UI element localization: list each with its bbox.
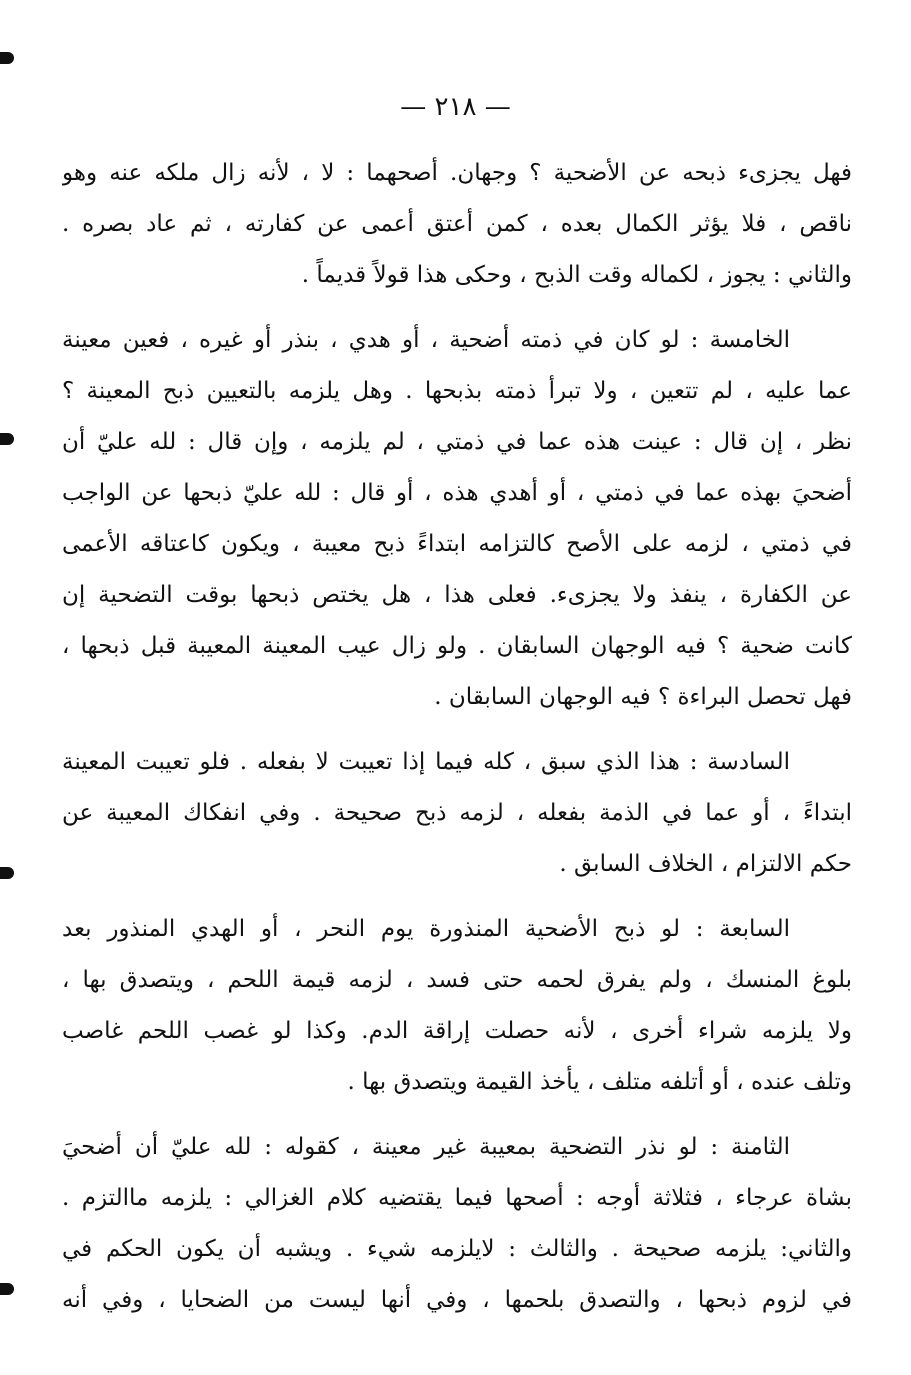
scan-edge-mark (0, 52, 14, 64)
text-line: ولا يلزمه شراء أخرى ، لأنه حصلت إراقة الدم. وكذا لو غصب اللحم غاصب (62, 1018, 852, 1044)
text-line: والثاني: يلزمه صحيحة . والثالث : لايلزمه شيء . ويشبه أن يكون الحكم في (62, 1236, 852, 1262)
scan-edge-mark (0, 433, 14, 445)
paragraph (62, 148, 852, 301)
text-line: الثامنة : لو نذر التضحية بمعيبة غير معينة ، كقوله : لله عليّ أن أضحيَ (62, 1134, 790, 1160)
text-line: عن الكفارة ، ينفذ ولا يجزىء. فعلى هذا ، هل يختص ذبحها بوقت التضحية إن (62, 582, 852, 608)
text-line: عما عليه ، لم تتعين ، ولا تبرأ ذمته بذبحها . وهل يلزمه بالتعيين ذبح المعينة ؟ (62, 378, 852, 404)
text-line: أضحيَ بهذه عما في ذمتي ، أو أهدي هذه ، أو قال : لله عليّ ذبحها عن الواجب (62, 480, 852, 506)
text-line: وتلف عنده ، أو أتلفه متلف ، يأخذ القيمة ويتصدق بها . (347, 1069, 852, 1095)
text-line: السابعة : لو ذبح الأضحية المنذورة يوم النحر ، أو الهدي المنذور بعد (62, 916, 790, 942)
text-line: والثاني : يجوز ، لكماله وقت الذبح ، وحكى هذا قولاً قديماً . (301, 262, 852, 288)
paragraph (62, 315, 852, 723)
text-line: السادسة : هذا الذي سبق ، كله فيما إذا تعيبت لا بفعله . فلو تعيبت المعينة (62, 749, 790, 775)
text-line: بشاة عرجاء ، فثلاثة أوجه : أصحها فيما يقتضيه كلام الغزالي : يلزمه ماالتزم . (62, 1185, 852, 1211)
scan-edge-mark (0, 1283, 14, 1295)
paragraph (62, 1122, 852, 1326)
text-line: فهل تحصل البراءة ؟ فيه الوجهان السابقان . (434, 684, 852, 710)
body-text (62, 148, 852, 1326)
text-line: ابتداءً ، أو عما في الذمة بفعله ، لزمه ذبح صحيحة . وفي انفكاك المعيبة عن (62, 800, 852, 826)
text-line: في لزوم ذبحها ، والتصدق بلحمها ، وفي أنها ليست من الضحايا ، وفي أنه (62, 1287, 852, 1313)
paragraph (62, 904, 852, 1108)
text-line: كانت ضحية ؟ فيه الوجهان السابقان . ولو زال عيب المعينة المعيبة قبل ذبحها ، (62, 633, 852, 659)
text-line: في ذمتي ، لزمه على الأصح كالتزامه ابتداءً ذبح معيبة ، ويكون كاعتاقه الأعمى (62, 531, 852, 557)
page-number: — ٢١٨ — (400, 92, 511, 122)
text-line: نظر ، إن قال : عينت هذه عما في ذمتي ، لم يلزمه ، وإن قال : لله عليّ أن (62, 429, 852, 455)
text-line: فهل يجزىء ذبحه عن الأضحية ؟ وجهان. أصحهما : لا ، لأنه زال ملكه عنه وهو (62, 160, 852, 186)
scan-edge-mark (0, 867, 14, 879)
text-line: بلوغ المنسك ، ولم يفرق لحمه حتى فسد ، لزمه قيمة اللحم ، ويتصدق بها ، (62, 967, 852, 993)
text-line: ناقص ، فلا يؤثر الكمال بعده ، كمن أعتق أعمى عن كفارته ، ثم عاد بصره . (62, 211, 852, 237)
text-line: الخامسة : لو كان في ذمته أضحية ، أو هدي ، بنذر أو غيره ، فعين معينة (62, 327, 790, 353)
text-line: حكم الالتزام ، الخلاف السابق . (559, 851, 852, 877)
paragraph (62, 737, 852, 890)
